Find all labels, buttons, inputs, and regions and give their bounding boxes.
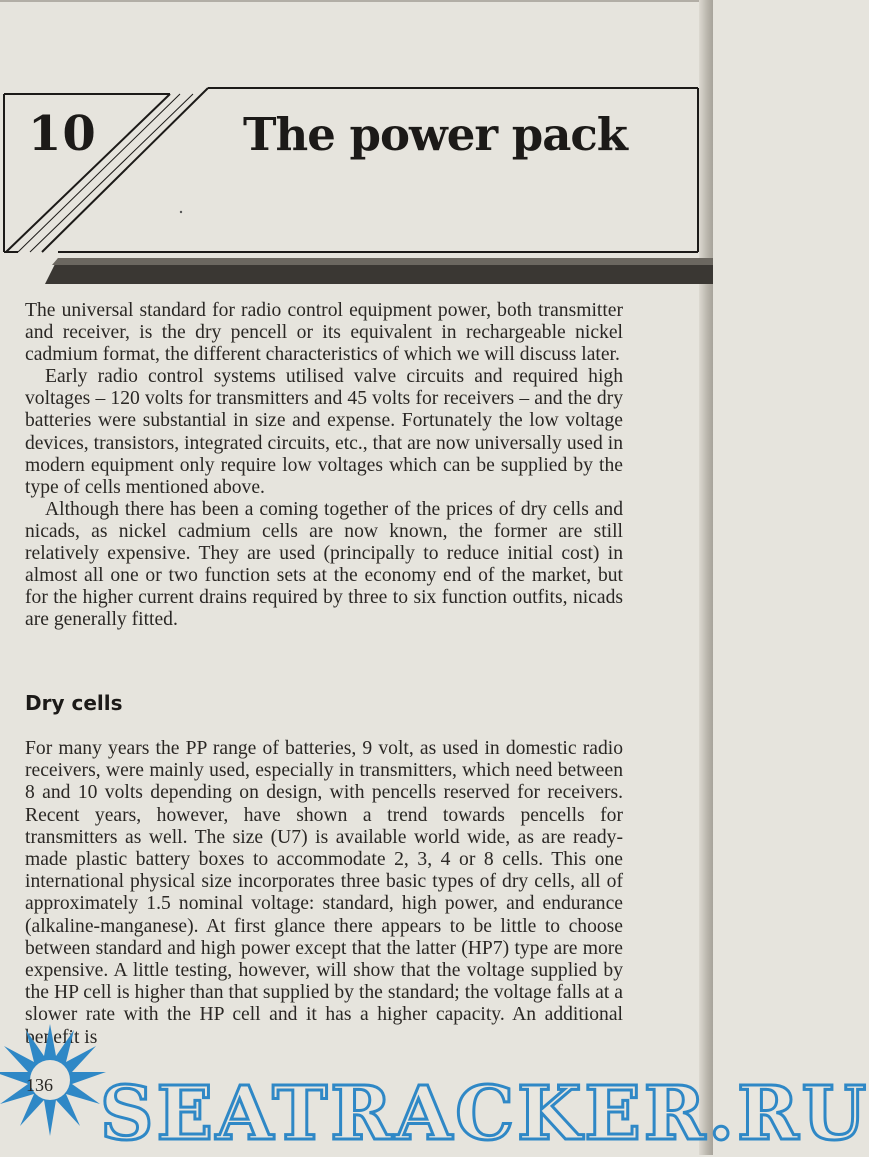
chapter-number: 10 xyxy=(28,106,97,162)
paragraph: The universal standard for radio control equipment power, both transmitter and receiver, is the dry pencell or its equivalent in rechargeable nickel cadmium format, the different characteristics of which we will discuss later. xyxy=(25,300,623,366)
watermark-text: SEATRACKER.RU xyxy=(100,1071,869,1157)
section-heading: Dry cells xyxy=(25,691,123,715)
page-number: 136 xyxy=(26,1075,53,1095)
paragraph: Although there has been a coming together of the prices of dry cells and nicads, as nickel cadmium cells are now known, the former are still relatively expensive. They are used (principally to reduce initial cost) in almost all one or two function sets at the economy end of the market, but for the higher current drains required by three to six function outfits, nicads are generally fitted. xyxy=(25,498,623,631)
paragraph: Early radio control systems utilised valve circuits and required high voltages – 120 volts for transmitters and 45 volts for receivers – and the dry batteries were substantial in size and expense. Fortunately the low voltage devices, transistors, integrated circuits, etc., that are now universally used in modern equipment only require low voltages which can be supplied by the type of cells mentioned above. xyxy=(25,366,623,498)
section-text xyxy=(25,738,623,1049)
watermark-starburst-icon xyxy=(0,1018,110,1155)
paragraph: For many years the PP range of batteries, 9 volt, as used in domestic radio receivers, were mainly used, especially in transmitters, which need between 8 and 10 volts depending on design, with pencells reserved for receivers. Recent years, however, have shown a trend towards pencells for transmitters as well. The size (U7) is available world wide, as are ready-made plastic battery boxes to accommodate 2, 3, 4 or 8 cells. This one international physical size incorporates three basic types of dry cells, all of approximately 1.5 nominal voltage: standard, high power, and endurance (alkaline-manganese). At first glance there appears to be little to choose between standard and high power except that the latter (HP7) type are more expensive. A little testing, however, will show that the voltage supplied by the HP cell is higher than that supplied by the standard; the voltage falls at a slower rate with the HP cell and it has a higher capacity. An additional benefit is xyxy=(25,738,623,1048)
chapter-title: The power pack xyxy=(243,108,627,161)
intro-text xyxy=(25,300,623,631)
chapter-header xyxy=(0,84,713,284)
page-top-edge xyxy=(0,0,713,2)
